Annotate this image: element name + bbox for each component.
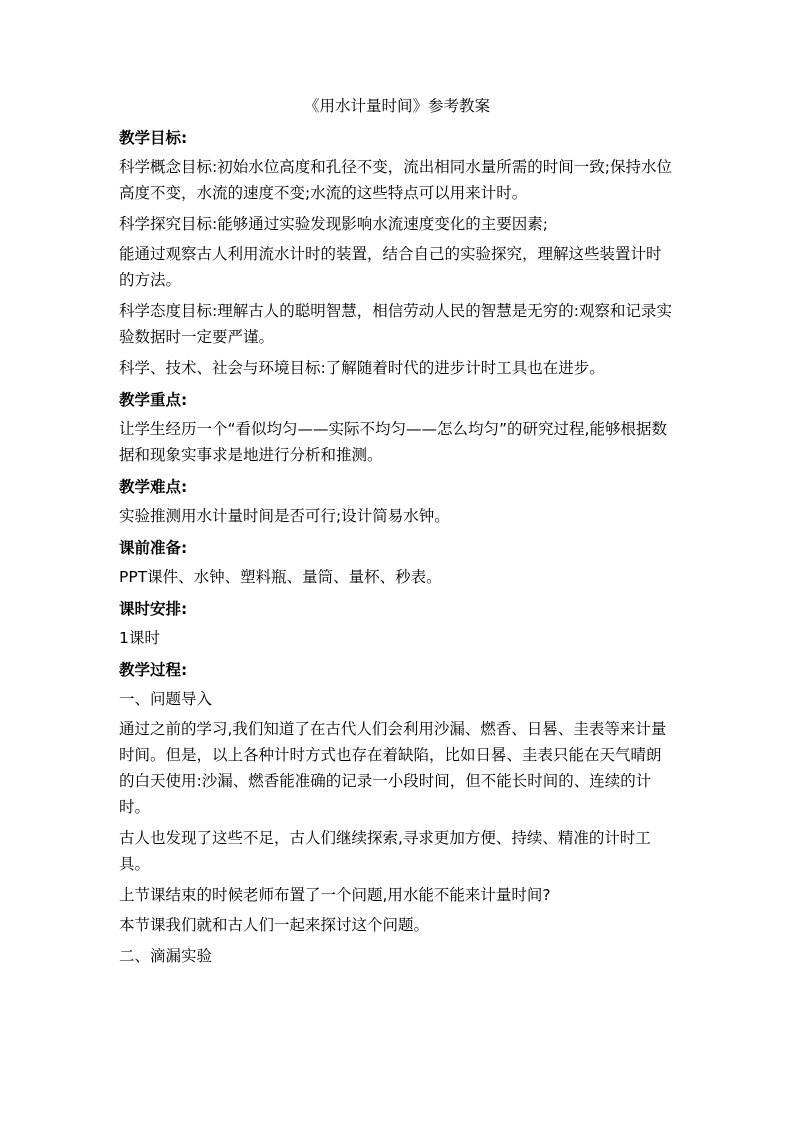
document-body [119, 124, 675, 974]
schedule-text: 1课时 [119, 629, 160, 647]
objective-inquiry: 科学探究目标:能够通过实验发现影响水流速度变化的主要因素; [119, 215, 548, 233]
objective-inquiry-continued: 能通过观察古人利用流水计时的装置，结合自己的实验探究，理解这些装置计时的方法。 [119, 245, 662, 289]
difficulties-heading: 教学难点: [119, 478, 188, 496]
objective-attitude: 科学态度目标:理解古人的聪明智慧，相信劳动人民的智慧是无穷的:观察和记录实验数据时一定要严谨。 [119, 302, 672, 346]
preparation-text: PPT课件、水钟、塑料瓶、量筒、量杯、秒表。 [119, 568, 442, 586]
preparation-heading: 课前准备: [119, 539, 188, 557]
part-1-title: 一、问题导入 [119, 690, 213, 708]
objective-stse: 科学、技术、社会与环境目标:了解随着时代的进步计时工具也在进步。 [119, 359, 605, 377]
part-1-paragraph-4: 本节课我们就和古人们一起来探讨这个问题。 [119, 916, 430, 934]
part-1-paragraph-1: 通过之前的学习,我们知道了在古代人们会利用沙漏、燃香、日晷、圭表等来计量时间。但是，以上各种计时方式也存在着缺陷，比如日晷、圭表只能在天气晴朗的白天使用:沙漏、燃香能准确的记录一小段时间，但不能长时间的、连续的计时。 [119, 720, 667, 816]
process-heading: 教学过程: [119, 661, 188, 679]
difficulties-text: 实验推测用水计量时间是否可行;设计简易水钟。 [119, 507, 450, 525]
part-1-paragraph-2: 古人也发现了这些不足，古人们继续探索,寻求更加方便、持续、精准的计时工具。 [119, 829, 651, 873]
key-points-heading: 教学重点: [119, 391, 188, 409]
objective-concept: 科学概念目标:初始水位高度和孔径不变，流出相同水量所需的时间一致;保持水位高度不变，水流的速度不变;水流的这些特点可以用来计时。 [119, 158, 672, 202]
objectives-heading: 教学目标: [119, 129, 188, 147]
part-1-paragraph-3: 上节课结束的时候老师布置了一个问题,用水能不能来计量时间? [119, 886, 551, 904]
part-2-title: 二、滴漏实验 [119, 947, 213, 965]
document-title: 《用水计量时间》参考教案 [303, 97, 490, 115]
key-points-text: 让学生经历一个“看似均匀——实际不均匀——怎么均匀”的研究过程,能够根据数据和现象实事求是地进行分析和推测。 [119, 420, 667, 464]
schedule-heading: 课时安排: [119, 600, 188, 618]
